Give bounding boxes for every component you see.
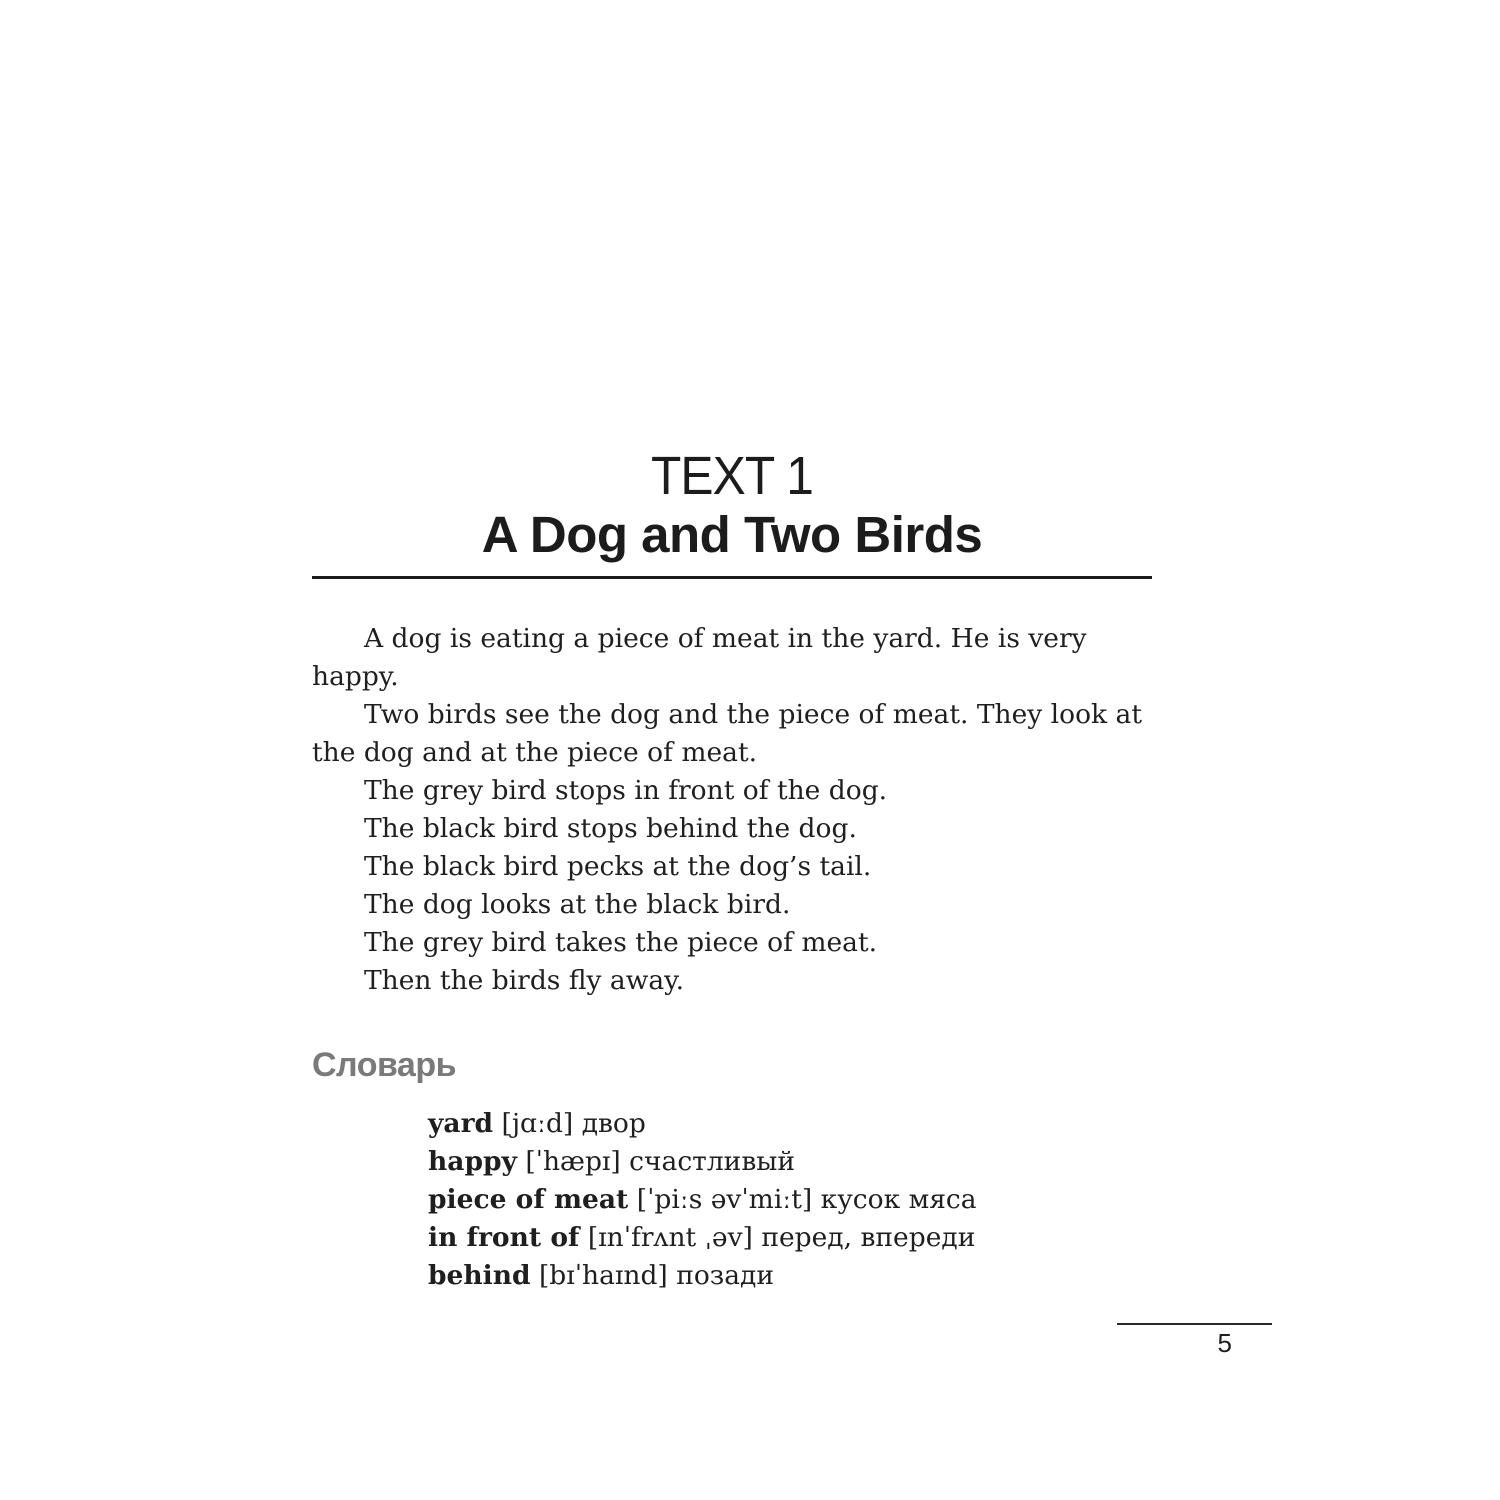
vocabulary-word: in front of [428, 1222, 580, 1253]
page-number-rule [1117, 1323, 1272, 1325]
vocabulary-transcription: [ˈpiːs əvˈmiːt] [636, 1184, 813, 1215]
vocabulary-transcription: [bɪˈhaɪnd] [538, 1260, 668, 1291]
vocabulary-entry [428, 1181, 977, 1219]
vocabulary-translation: кусок мяса [820, 1184, 977, 1215]
vocabulary-word: behind [428, 1260, 531, 1291]
vocabulary-word: yard [428, 1108, 494, 1139]
vocabulary-entry [428, 1105, 977, 1143]
title-divider [312, 576, 1152, 579]
vocabulary-translation: перед, впереди [761, 1222, 976, 1253]
vocabulary-translation: двор [581, 1108, 646, 1139]
story-paragraph: The black bird pecks at the dog’s tail. [364, 851, 872, 882]
vocabulary-translation: счастливый [629, 1146, 796, 1177]
vocabulary-transcription: [ɪnˈfrʌnt ˌəv] [587, 1222, 753, 1253]
story-paragraph: A dog is eating a piece of meat in the yard. He is very happy. [312, 623, 1087, 692]
vocabulary-word: piece of meat [428, 1184, 629, 1215]
story-paragraph: Two birds see the dog and the piece of meat. They look at the dog and at the piece of meat. [312, 699, 1142, 768]
vocabulary-entry [428, 1257, 977, 1295]
story-paragraph: The grey bird stops in front of the dog. [364, 775, 888, 806]
vocabulary-entry [428, 1219, 977, 1257]
vocabulary-heading: Словарь [312, 1046, 457, 1084]
text-number-heading: TEXT 1 [650, 446, 813, 506]
story-paragraph: Then the birds fly away. [364, 965, 685, 996]
page-number: 5 [1217, 1328, 1232, 1358]
story-paragraph: The grey bird takes the piece of meat. [364, 927, 878, 958]
story-paragraph: The dog looks at the black bird. [364, 889, 791, 920]
story-paragraph: The black bird stops behind the dog. [364, 813, 857, 844]
vocabulary-transcription: [ˈhæpɪ] [525, 1146, 621, 1177]
story-body [312, 620, 1152, 1000]
story-title: A Dog and Two Birds [481, 506, 983, 563]
vocabulary-transcription: [jɑːd] [501, 1108, 574, 1139]
vocabulary-translation: позади [676, 1260, 775, 1291]
vocabulary-list [428, 1105, 977, 1295]
vocabulary-entry [428, 1143, 977, 1181]
vocabulary-word: happy [428, 1146, 517, 1177]
